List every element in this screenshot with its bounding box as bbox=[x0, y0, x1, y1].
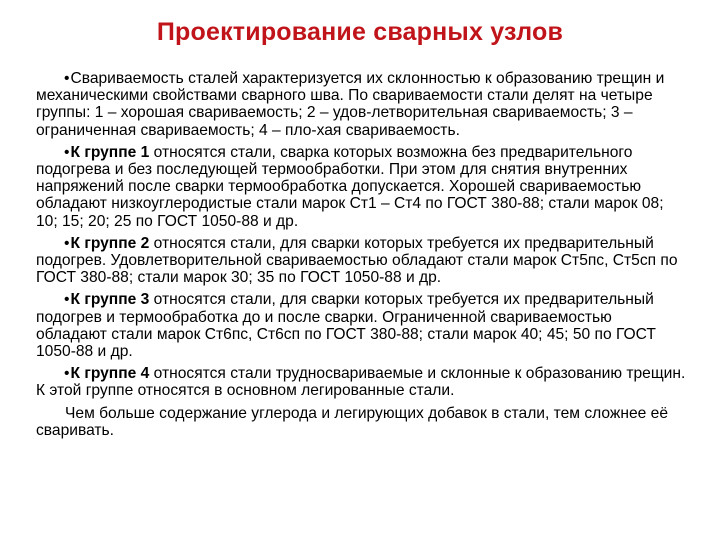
paragraph-text: относятся стали, для сварки которых требуется их предварительный подогрев и термообработка до и после сварки. Ограниченной свариваемостью обладают стали марок Ст6пс, Ст6сп по ГОСТ 380-88; стали марок 40; 45; 50 по ГОСТ 1050-88 и др. bbox=[36, 291, 656, 361]
group-heading: К группе 2 bbox=[70, 234, 150, 252]
paragraph-weldability bbox=[36, 70, 686, 139]
bullet: • bbox=[64, 143, 70, 161]
paragraph-group-4 bbox=[36, 365, 686, 399]
paragraph-text: относятся стали трудносвариваемые и склонные к образованию трещин. К этой группе относятся в основном легированные стали. bbox=[36, 365, 686, 400]
bullet: • bbox=[64, 365, 70, 383]
bullet: • bbox=[64, 70, 70, 87]
group-heading: К группе 3 bbox=[70, 291, 150, 309]
paragraph-group-1 bbox=[36, 144, 686, 230]
bullet: • bbox=[64, 234, 70, 252]
paragraph-conclusion bbox=[36, 405, 686, 439]
paragraph-text: Чем больше содержание углерода и легирующих добавок в стали, тем сложнее её сваривать. bbox=[36, 404, 668, 439]
page-title: Проектирование сварных узлов bbox=[156, 18, 564, 46]
paragraph-group-2 bbox=[36, 235, 686, 287]
bullet: • bbox=[64, 291, 70, 309]
paragraph-text: Свариваемость сталей характеризуется их склонностью к образованию трещин и механическими свойствами сварного шва. По свариваемости стали делят на четыре группы: 1 – хорошая свариваемость; 2 – удов-летворительная свариваемость; 3 – ограниченная свариваемость; 4 – пло-хая свариваемость. bbox=[36, 70, 665, 139]
group-heading: К группе 1 bbox=[70, 143, 150, 161]
group-heading: К группе 4 bbox=[70, 365, 150, 383]
paragraph-text: относятся стали, для сварки которых требуется их предварительный подогрев. Удовлетворительной свариваемостью обладают стали марок Ст5пс, Ст5сп по ГОСТ 380-88; стали марок 30; 35 по ГОСТ 1050-88 и др. bbox=[36, 234, 678, 287]
paragraph-group-3 bbox=[36, 291, 686, 360]
paragraph-text: относятся стали, сварка которых возможна без предварительного подогрева и без последующей термообработки. При этом для снятия внутренних напряжений после сварки термообработка допускается. Хорошей свариваемостью обладают низкоуглеродистые стали марок Ст1 – Ст4 по ГОСТ 380-88; стали марок 08; 10; 15; 20; 25 по ГОСТ 1050-88 и др. bbox=[36, 143, 664, 230]
document-body bbox=[36, 70, 686, 444]
